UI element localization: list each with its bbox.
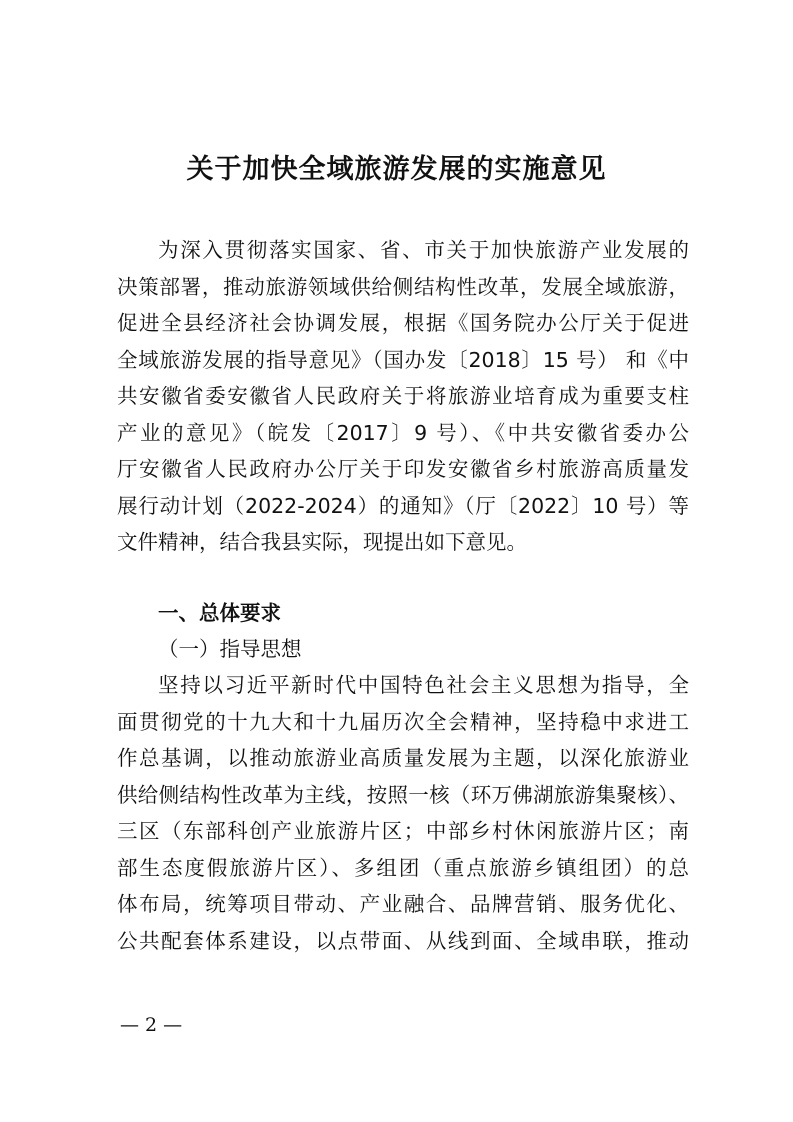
- paragraph-line: 共安徽省委安徽省人民政府关于将旅游业培育成为重要支柱: [117, 384, 689, 408]
- paragraph-line: 公共配套体系建设，以点带面、从线到面、全域串联，推动: [117, 928, 689, 953]
- paragraph-line: 促进全县经济社会协调发展，根据《国务院办公厅关于促进: [117, 311, 689, 335]
- paragraph-line: 供给侧结构性改革为主线，按照一核（环万佛湖旅游集聚核）、: [117, 782, 689, 807]
- paragraph-line: 面贯彻党的十九大和十九届历次全会精神，坚持稳中求进工: [117, 709, 689, 734]
- paragraph-line: 展行动计划（2022-2024）的通知》（厅〔2022〕10 号）等: [117, 493, 689, 518]
- paragraph-line: 全域旅游发展的指导意见》（国办发〔2018〕15 号） 和《中: [117, 347, 689, 372]
- intro-paragraph: [117, 232, 689, 561]
- section-heading: [117, 595, 689, 632]
- subsection-heading: [117, 631, 689, 668]
- paragraph-line: 坚持以习近平新时代中国特色社会主义思想为指导，全: [158, 673, 689, 697]
- guiding-ideology-paragraph: [117, 667, 689, 959]
- section-heading-text: 一、总体要求: [158, 601, 281, 625]
- paragraph-line: 厅安徽省人民政府办公厅关于印发安徽省乡村旅游高质量发: [117, 457, 689, 481]
- subsection-heading-text: （一）指导思想: [158, 637, 302, 661]
- paragraph-line: 体布局，统筹项目带动、产业融合、品牌营销、服务优化、: [117, 892, 689, 916]
- paragraph-line: 三区（东部科创产业旅游片区；中部乡村休闲旅游片区；南: [117, 819, 689, 843]
- paragraph-line: 文件精神，结合我县实际，现提出如下意见。: [117, 530, 527, 554]
- paragraph-line: 部生态度假旅游片区）、多组团（重点旅游乡镇组团）的总: [117, 855, 689, 880]
- paragraph-line: 决策部署，推动旅游领域供给侧结构性改革，发展全域旅游，: [117, 274, 689, 299]
- paragraph-line: 作总基调，以推动旅游业高质量发展为主题，以深化旅游业: [117, 746, 689, 770]
- page-number: — 2 —: [120, 1014, 183, 1036]
- paragraph-line: 产业的意见》（皖发〔2017〕9 号）、《中共安徽省委办公: [117, 420, 689, 445]
- document-title: 关于加快全域旅游发展的实施意见: [186, 154, 607, 185]
- paragraph-line: 为深入贯彻落实国家、省、市关于加快旅游产业发展的: [158, 238, 689, 262]
